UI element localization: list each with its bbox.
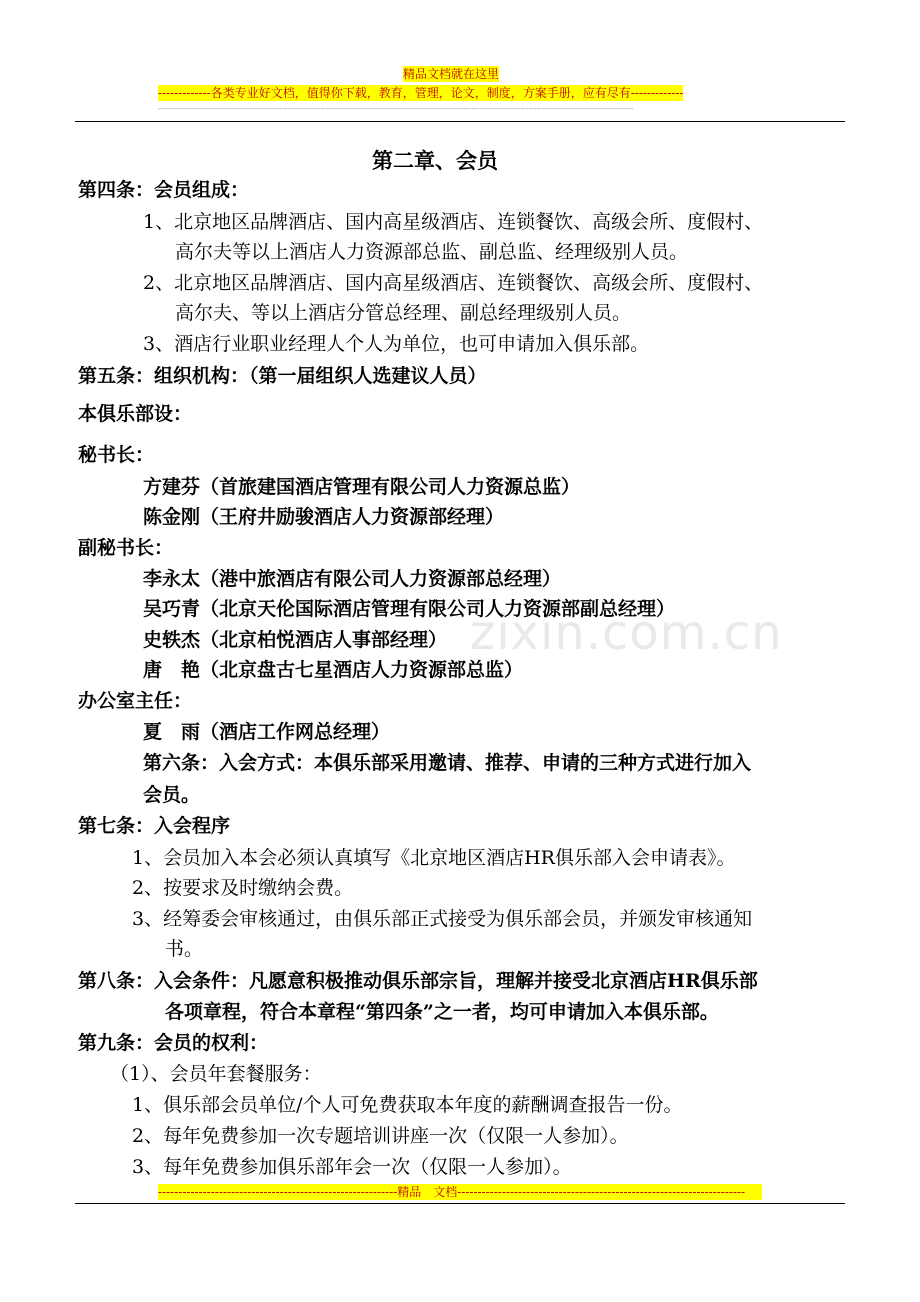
article-9-subheading: （1）、会员年套餐服务： [110, 1063, 322, 1085]
article-7-item-1: 1、会员加入本会必须认真填写《北京地区酒店HR俱乐部入会申请表》。 [132, 847, 736, 869]
deputy-secretary-member: 史轶杰（北京柏悦酒店人事部经理） [143, 629, 448, 651]
header-title: 精品文档就在这里 [403, 67, 500, 81]
article-7-item-3-line-1: 3、经筹委会审核通过，由俱乐部正式接受为俱乐部会员，并颁发审核通知 [132, 908, 753, 930]
article-4-heading: 第四条：会员组成： [78, 179, 250, 201]
header-dash-line: -------------------------------------------------------------------------------------------------------------------------------------------------------------------------------- [158, 105, 634, 113]
secretary-general-label: 秘书长： [78, 444, 155, 466]
article-9-item-2: 2、每年免费参加一次专题培训讲座一次（仅限一人参加）。 [132, 1125, 629, 1147]
article-8-line-1: 第八条：入会条件：凡愿意积极推动俱乐部宗旨，理解并接受北京酒店HR俱乐部 [78, 970, 758, 992]
article-6-line-2: 会员。 [143, 784, 201, 806]
article-9-heading: 第九条：会员的权利： [78, 1032, 269, 1054]
article-9-item-1: 1、俱乐部会员单位/个人可免费获取本年度的薪酬调查报告一份。 [132, 1094, 683, 1116]
article-7-item-2: 2、按要求及时缴纳会费。 [132, 877, 354, 899]
header-rule [75, 121, 845, 122]
article-5-heading: 第五条：组织机构：（第一届组织人选建议人员） [78, 365, 487, 387]
article-7-item-3-line-2: 书。 [165, 938, 204, 960]
secretary-general-member: 方建芬（首旅建国酒店管理有限公司人力资源总监） [143, 476, 581, 498]
footer-rule [75, 1203, 845, 1204]
deputy-secretary-member: 李永太（港中旅酒店有限公司人力资源部总经理） [143, 568, 562, 590]
watermark: zixin.com.cn [470, 605, 783, 661]
article-4-item-2-line-2: 高尔夫、等以上酒店分管总经理、副总经理级别人员。 [175, 302, 632, 324]
article-4-item-2-line-1: 2、北京地区品牌酒店、国内高星级酒店、连锁餐饮、高级会所、度假村、 [143, 272, 764, 294]
office-director-label: 办公室主任： [78, 690, 193, 712]
chapter-title: 第二章、会员 [372, 148, 498, 173]
deputy-secretary-member: 唐 艳（北京盘古七星酒店人力资源部总监） [143, 659, 524, 681]
deputy-secretary-label: 副秘书长： [78, 537, 174, 559]
article-8-line-2: 各项章程，符合本章程“第四条”之一者，均可申请加入本俱乐部。 [165, 1001, 719, 1023]
club-setup-label: 本俱乐部设： [78, 403, 193, 425]
office-director: 夏 雨（酒店工作网总经理） [143, 721, 391, 743]
article-4-item-1-line-1: 1、北京地区品牌酒店、国内高星级酒店、连锁餐饮、高级会所、度假村、 [143, 211, 764, 233]
article-4-item-3: 3、酒店行业职业经理人个人为单位，也可申请加入俱乐部。 [143, 333, 650, 355]
header-subtitle: -------------各类专业好文档，值得你下载，教育，管理，论文，制度，方案手册，应有尽有------------- [158, 86, 684, 100]
article-7-heading: 第七条：入会程序 [78, 815, 231, 837]
footer-banner: -----------------------------------------------------------精品 文档----------------------------------------------------------------------- [158, 1184, 762, 1200]
secretary-general-member: 陈金刚（王府井励骏酒店人力资源部经理） [143, 506, 505, 528]
article-4-item-1-line-2: 高尔夫等以上酒店人力资源部总监、副总监、经理级别人员。 [175, 241, 689, 263]
deputy-secretary-member: 吴巧青（北京天伦国际酒店管理有限公司人力资源部副总经理） [143, 598, 676, 620]
article-6-line-1: 第六条：入会方式：本俱乐部采用邀请、推荐、申请的三种方式进行加入 [143, 752, 752, 774]
article-9-item-3: 3、每年免费参加俱乐部年会一次（仅限一人参加）。 [132, 1156, 572, 1178]
